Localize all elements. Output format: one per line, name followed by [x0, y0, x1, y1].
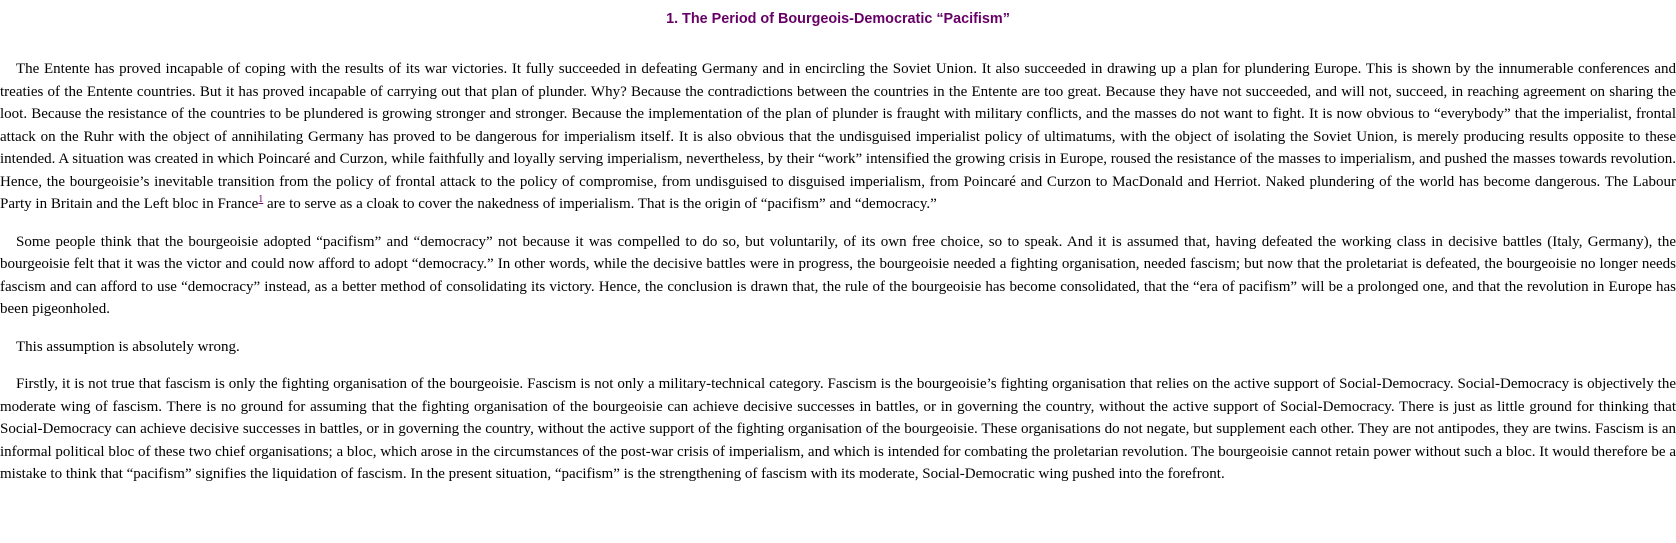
paragraph-3: This assumption is absolutely wrong.	[16, 338, 240, 355]
paragraph-2: Some people think that the bourgeoisie adopted “pacifism” and “democracy” not because it was compelled to do so, but voluntarily, of its own free choice, so to speak. And it is assumed that, having defeated the working class in decisive battles (Italy, Germany), the bourgeoisie felt that it was the victor and could now afford to adopt “democracy.” In other words, while the decisive battles were in progress, the bourgeoisie needed a fighting organisation, needed fascism; but now that the proletariat is defeated, the bourgeoisie no longer needs fascism and can afford to use “democracy” instead, as a better method of consolidating its victory. Hence, the conclusion is drawn that, the rule of the bourgeoisie has become consolidated, that the “era of pacifism” will be a prolonged one, and that the revolution in Europe has been pigeonholed.	[0, 233, 1676, 317]
paragraph-1	[0, 58, 1676, 216]
paragraph-1-text-cont: are to serve as a cloak to cover the nakedness of imperialism. That is the origin of “pacifism” and “democracy.”	[263, 196, 937, 212]
paragraph-4: Firstly, it is not true that fascism is only the fighting organisation of the bourgeoisie. Fascism is not only a military-technical category. Fascism is the bourgeoisie’s fighting organisation that relies on the active support of Social-Democracy. Social-Democracy is objectively the moderate wing of fascism. There is no ground for assuming that the fighting organisation of the bourgeoisie can achieve decisive successes in battles, or in governing the country, without the active support of Social-Democracy. There is just as little ground for thinking that Social-Democracy can achieve decisive successes in battles, or in governing the country, without the active support of the fighting organisation of the bourgeoisie. These organisations do not negate, but supplement each other. They are not antipodes, they are twins. Fascism is an informal political bloc of these two chief organisations; a bloc, which arose in the circumstances of the post-war crisis of imperialism, and which is intended for combating the proletarian revolution. The bourgeoisie cannot retain power without such a bloc. It would therefore be a mistake to think that “pacifism” signifies the liquidation of fascism. In the present situation, “pacifism” is the strengthening of fascism with its moderate, Social-Democratic wing pushed into the forefront.	[0, 376, 1676, 482]
paragraph-1-text: The Entente has proved incapable of coping with the results of its war victories. It fully succeeded in defeating Germany and in encircling the Soviet Union. It also succeeded in drawing up a plan for plundering Europe. This is shown by the innumerable conferences and treaties of the Entente countries. But it has proved incapable of carrying out that plan of plunder. Why? Because the contradictions between the countries in the Entente are too great. Because they have not succeeded, and will not, succeed, in reaching agreement on sharing the loot. Because the resistance of the countries to be plundered is growing stronger and stronger. Because the implementation of the plan of plunder is fraught with military conflicts, and the masses do not want to fight. It is now obvious to “everybody” that the imperialist, frontal attack on the Ruhr with the object of annihilating Germany has proved to be dangerous for imperialism itself. It is also obvious that the undisguised imperialist policy of ultimatums, with the object of isolating the Soviet Union, is merely producing results opposite to these intended. A situation was created in which Poincaré and Curzon, while faithfully and loyally serving imperialism, nevertheless, by their “work” intensified the growing crisis in Europe, roused the resistance of the masses to imperialism, and pushed the masses towards revolution. Hence, the bourgeoisie’s inevitable transition from the policy of frontal attack to the policy of compromise, from undisguised to disguised imperialism, from Poincaré and Curzon to MacDonald and Herriot. Naked plundering of the world has become dangerous. The Labour Party in Britain and the Left bloc in France	[0, 61, 1676, 212]
section-title: 1. The Period of Bourgeois-Democratic “Pacifism”	[666, 11, 1010, 27]
article-body	[0, 58, 1676, 501]
footnote-link[interactable]: 1	[258, 194, 264, 205]
